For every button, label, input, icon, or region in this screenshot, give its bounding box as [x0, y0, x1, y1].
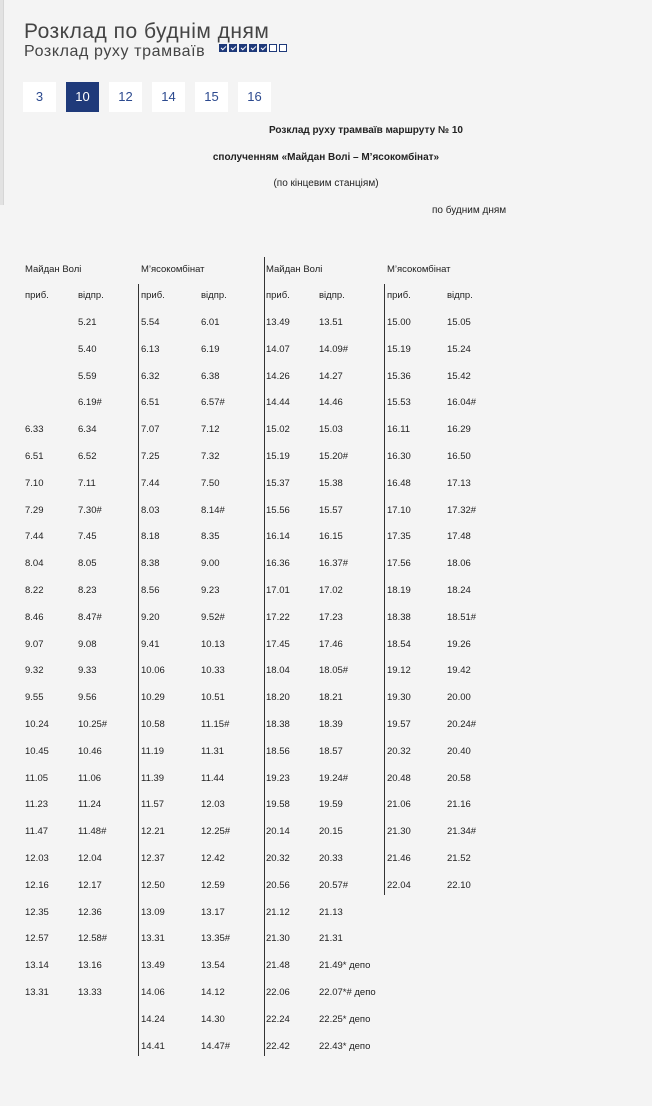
arrival-time: 20.32: [266, 853, 290, 864]
rating-mark[interactable]: [219, 44, 227, 52]
departure-time: 19.26: [447, 639, 471, 650]
arrival-time: 8.46: [25, 612, 44, 623]
departure-time: 21.34#: [447, 826, 477, 837]
departure-time: 22.25* депо: [319, 1014, 371, 1025]
departure-time: 12.04: [78, 853, 102, 864]
arrival-time: 21.30: [266, 933, 290, 944]
departure-time: 8.14#: [201, 505, 225, 516]
station-title: Майдан Волі: [25, 264, 82, 275]
departure-time: 12.17: [78, 880, 102, 891]
departure-time: 21.13: [319, 907, 343, 918]
arrival-time: 9.55: [25, 692, 44, 703]
arrival-time: 8.22: [25, 585, 44, 596]
rating-mark[interactable]: [239, 44, 247, 52]
departure-time: 17.48: [447, 531, 471, 542]
arrival-time: 13.49: [141, 960, 165, 971]
arrival-time: 11.47: [25, 826, 49, 837]
arrival-time: 18.56: [266, 746, 290, 757]
departure-time: 14.47#: [201, 1041, 231, 1052]
arrival-time: 10.58: [141, 719, 165, 730]
rating-marks[interactable]: [219, 44, 287, 52]
arrival-time: 5.54: [141, 317, 160, 328]
arrival-time: 14.07: [266, 344, 290, 355]
arrival-time: 18.38: [266, 719, 290, 730]
departure-time: 16.50: [447, 451, 471, 462]
arrival-time: 12.16: [25, 880, 49, 891]
page-title: Розклад по буднім дням: [24, 20, 270, 44]
arrival-time: 6.32: [141, 371, 160, 382]
arrival-time: 19.23: [266, 773, 290, 784]
arrival-time: 7.44: [25, 531, 44, 542]
column-divider: [264, 257, 265, 1056]
arrival-time: 12.03: [25, 853, 49, 864]
route-tab-15[interactable]: 15: [195, 82, 228, 112]
route-tab-16[interactable]: 16: [238, 82, 271, 112]
departure-time: 20.15: [319, 826, 343, 837]
departure-time: 22.10: [447, 880, 471, 891]
departure-time: 14.12: [201, 987, 225, 998]
departure-time: 11.24: [78, 799, 102, 810]
arrival-time: 14.41: [141, 1041, 165, 1052]
arrival-time: 22.24: [266, 1014, 290, 1025]
arrival-time: 6.33: [25, 424, 44, 435]
arrival-time: 20.32: [387, 746, 411, 757]
station-title: М’ясокомбінат: [387, 264, 451, 275]
arrive-header: приб.: [25, 290, 49, 301]
departure-time: 12.58#: [78, 933, 108, 944]
arrival-time: 18.54: [387, 639, 411, 650]
departure-time: 13.33: [78, 987, 102, 998]
departure-time: 16.29: [447, 424, 471, 435]
arrival-time: 12.57: [25, 933, 49, 944]
arrival-time: 8.03: [141, 505, 160, 516]
arrival-time: 15.36: [387, 371, 411, 382]
departure-time: 20.58: [447, 773, 471, 784]
departure-time: 15.03: [319, 424, 343, 435]
station-title: М’ясокомбінат: [141, 264, 205, 275]
route-tab-14[interactable]: 14: [152, 82, 185, 112]
departure-time: 18.06: [447, 558, 471, 569]
arrival-time: 12.50: [141, 880, 165, 891]
arrival-time: 21.30: [387, 826, 411, 837]
arrival-time: 13.49: [266, 317, 290, 328]
departure-time: 7.30#: [78, 505, 102, 516]
departure-time: 22.43* депо: [319, 1041, 371, 1052]
departure-time: 21.52: [447, 853, 471, 864]
arrival-time: 17.45: [266, 639, 290, 650]
arrival-time: 8.38: [141, 558, 160, 569]
departure-time: 21.49* депо: [319, 960, 371, 971]
arrival-time: 14.26: [266, 371, 290, 382]
arrival-time: 13.31: [25, 987, 49, 998]
arrival-time: 20.56: [266, 880, 290, 891]
departure-time: 10.33: [201, 665, 225, 676]
arrival-time: 16.14: [266, 531, 290, 542]
arrival-time: 10.06: [141, 665, 165, 676]
arrival-time: 15.37: [266, 478, 290, 489]
departure-time: 18.05#: [319, 665, 349, 676]
departure-time: 9.23: [201, 585, 220, 596]
arrival-time: 19.30: [387, 692, 411, 703]
arrival-time: 8.56: [141, 585, 160, 596]
departure-time: 15.05: [447, 317, 471, 328]
arrival-time: 15.19: [266, 451, 290, 462]
arrive-header: приб.: [266, 290, 290, 301]
arrival-time: 22.42: [266, 1041, 290, 1052]
arrival-time: 19.57: [387, 719, 411, 730]
arrival-time: 7.29: [25, 505, 44, 516]
departure-time: 22.07*# депо: [319, 987, 376, 998]
departure-time: 17.13: [447, 478, 471, 489]
departure-time: 12.59: [201, 880, 225, 891]
arrival-time: 20.14: [266, 826, 290, 837]
departure-time: 17.32#: [447, 505, 477, 516]
route-tab-3[interactable]: 3: [23, 82, 56, 112]
schedule-heading: Розклад руху трамваїв маршруту № 10: [269, 125, 463, 136]
departure-time: 15.24: [447, 344, 471, 355]
arrival-time: 6.51: [25, 451, 44, 462]
departure-time: 8.23: [78, 585, 97, 596]
departure-time: 15.42: [447, 371, 471, 382]
arrival-time: 19.58: [266, 799, 290, 810]
schedule-note: (по кінцевим станціям): [273, 178, 379, 189]
depart-header: відпр.: [447, 290, 473, 301]
departure-time: 16.37#: [319, 558, 349, 569]
arrival-time: 7.25: [141, 451, 160, 462]
arrival-time: 15.19: [387, 344, 411, 355]
arrival-time: 7.44: [141, 478, 160, 489]
column-divider: [138, 284, 139, 1056]
departure-time: 7.12: [201, 424, 220, 435]
departure-time: 10.46: [78, 746, 102, 757]
departure-time: 14.09#: [319, 344, 349, 355]
departure-time: 19.59: [319, 799, 343, 810]
arrival-time: 11.05: [25, 773, 49, 784]
page-subtitle: Розклад руху трамваїв: [24, 43, 206, 60]
departure-time: 9.56: [78, 692, 97, 703]
weekdays-note: по будним дням: [432, 205, 507, 216]
depart-header: відпр.: [201, 290, 227, 301]
arrival-time: 14.24: [141, 1014, 165, 1025]
departure-time: 21.31: [319, 933, 343, 944]
arrival-time: 22.06: [266, 987, 290, 998]
arrival-time: 18.20: [266, 692, 290, 703]
departure-time: 15.57: [319, 505, 343, 516]
arrival-time: 11.19: [141, 746, 165, 757]
route-tab-12[interactable]: 12: [109, 82, 142, 112]
arrival-time: 14.44: [266, 397, 290, 408]
depart-header: відпр.: [319, 290, 345, 301]
arrival-time: 7.10: [25, 478, 44, 489]
departure-time: 11.06: [78, 773, 102, 784]
departure-time: 9.52#: [201, 612, 225, 623]
departure-time: 17.46: [319, 639, 343, 650]
route-tabs: [23, 82, 271, 112]
arrival-time: 11.57: [141, 799, 165, 810]
arrival-time: 15.56: [266, 505, 290, 516]
departure-time: 11.48#: [78, 826, 107, 837]
departure-time: 20.24#: [447, 719, 477, 730]
arrival-time: 12.37: [141, 853, 165, 864]
departure-time: 11.31: [201, 746, 225, 757]
arrival-time: 15.02: [266, 424, 290, 435]
arrival-time: 17.56: [387, 558, 411, 569]
left-rail: [0, 0, 4, 205]
departure-time: 6.19: [201, 344, 220, 355]
departure-time: 5.59: [78, 371, 97, 382]
departure-time: 16.15: [319, 531, 343, 542]
arrival-time: 16.36: [266, 558, 290, 569]
departure-time: 17.02: [319, 585, 343, 596]
arrival-time: 11.39: [141, 773, 165, 784]
rating-mark[interactable]: [259, 44, 267, 52]
subtitle-row: [24, 42, 287, 62]
arrival-time: 10.24: [25, 719, 49, 730]
arrival-time: 21.46: [387, 853, 411, 864]
arrival-time: 18.19: [387, 585, 411, 596]
arrival-time: 6.13: [141, 344, 160, 355]
departure-time: 6.57#: [201, 397, 225, 408]
rating-mark[interactable]: [269, 44, 277, 52]
departure-time: 9.33: [78, 665, 97, 676]
departure-time: 6.38: [201, 371, 220, 382]
departure-time: 6.52: [78, 451, 97, 462]
departure-time: 20.40: [447, 746, 471, 757]
arrival-time: 15.53: [387, 397, 411, 408]
departure-time: 19.24#: [319, 773, 349, 784]
arrive-header: приб.: [387, 290, 411, 301]
departure-time: 18.57: [319, 746, 343, 757]
departure-time: 6.19#: [78, 397, 102, 408]
departure-time: 21.16: [447, 799, 471, 810]
rating-mark[interactable]: [249, 44, 257, 52]
departure-time: 7.32: [201, 451, 220, 462]
departure-time: 8.05: [78, 558, 97, 569]
arrival-time: 16.48: [387, 478, 411, 489]
column-divider: [384, 284, 385, 895]
route-tab-10[interactable]: 10: [66, 82, 99, 112]
arrival-time: 12.21: [141, 826, 165, 837]
arrival-time: 10.29: [141, 692, 165, 703]
departure-time: 19.42: [447, 665, 471, 676]
departure-time: 12.25#: [201, 826, 231, 837]
departure-time: 7.11: [78, 478, 96, 489]
departure-time: 11.44: [201, 773, 225, 784]
arrival-time: 17.35: [387, 531, 411, 542]
departure-time: 13.54: [201, 960, 225, 971]
departure-time: 15.20#: [319, 451, 349, 462]
departure-time: 9.08: [78, 639, 97, 650]
departure-time: 18.51#: [447, 612, 477, 623]
departure-time: 11.15#: [201, 719, 230, 730]
arrival-time: 16.30: [387, 451, 411, 462]
arrival-time: 20.48: [387, 773, 411, 784]
departure-time: 14.30: [201, 1014, 225, 1025]
arrival-time: 22.04: [387, 880, 411, 891]
arrival-time: 21.06: [387, 799, 411, 810]
departure-time: 8.35: [201, 531, 220, 542]
arrival-time: 7.07: [141, 424, 160, 435]
rating-mark[interactable]: [229, 44, 237, 52]
departure-time: 9.00: [201, 558, 220, 569]
departure-time: 20.00: [447, 692, 471, 703]
arrival-time: 19.12: [387, 665, 411, 676]
arrival-time: 8.04: [25, 558, 44, 569]
arrival-time: 8.18: [141, 531, 160, 542]
departure-time: 12.42: [201, 853, 225, 864]
departure-time: 6.34: [78, 424, 97, 435]
arrival-time: 17.22: [266, 612, 290, 623]
departure-time: 10.51: [201, 692, 225, 703]
departure-time: 10.25#: [78, 719, 108, 730]
departure-time: 5.21: [78, 317, 97, 328]
departure-time: 20.33: [319, 853, 343, 864]
depart-header: відпр.: [78, 290, 104, 301]
arrival-time: 13.09: [141, 907, 165, 918]
arrival-time: 18.38: [387, 612, 411, 623]
departure-time: 13.17: [201, 907, 225, 918]
departure-time: 16.04#: [447, 397, 477, 408]
arrival-time: 14.06: [141, 987, 165, 998]
schedule-route-name: сполученням «Майдан Волі – М’ясокомбінат»: [212, 152, 440, 163]
departure-time: 7.45: [78, 531, 97, 542]
departure-time: 13.16: [78, 960, 102, 971]
departure-time: 18.24: [447, 585, 471, 596]
arrival-time: 12.35: [25, 907, 49, 918]
arrival-time: 17.01: [266, 585, 290, 596]
departure-time: 18.21: [319, 692, 343, 703]
departure-time: 12.36: [78, 907, 102, 918]
departure-time: 14.27: [319, 371, 343, 382]
departure-time: 13.35#: [201, 933, 231, 944]
arrival-time: 18.04: [266, 665, 290, 676]
arrival-time: 10.45: [25, 746, 49, 757]
departure-time: 5.40: [78, 344, 97, 355]
arrival-time: 9.41: [141, 639, 160, 650]
departure-time: 20.57#: [319, 880, 349, 891]
departure-time: 10.13: [201, 639, 225, 650]
departure-time: 6.01: [201, 317, 220, 328]
arrival-time: 6.51: [141, 397, 160, 408]
arrival-time: 9.32: [25, 665, 44, 676]
arrival-time: 9.07: [25, 639, 44, 650]
departure-time: 8.47#: [78, 612, 102, 623]
departure-time: 18.39: [319, 719, 343, 730]
departure-time: 7.50: [201, 478, 220, 489]
departure-time: 15.38: [319, 478, 343, 489]
departure-time: 17.23: [319, 612, 343, 623]
arrival-time: 13.14: [25, 960, 49, 971]
station-title: Майдан Волі: [266, 264, 323, 275]
departure-time: 14.46: [319, 397, 343, 408]
arrival-time: 21.48: [266, 960, 290, 971]
arrival-time: 15.00: [387, 317, 411, 328]
arrival-time: 17.10: [387, 505, 411, 516]
arrival-time: 21.12: [266, 907, 290, 918]
arrive-header: приб.: [141, 290, 165, 301]
arrival-time: 9.20: [141, 612, 160, 623]
departure-time: 13.51: [319, 317, 343, 328]
arrival-time: 16.11: [387, 424, 411, 435]
departure-time: 12.03: [201, 799, 225, 810]
arrival-time: 11.23: [25, 799, 49, 810]
rating-mark[interactable]: [279, 44, 287, 52]
arrival-time: 13.31: [141, 933, 165, 944]
